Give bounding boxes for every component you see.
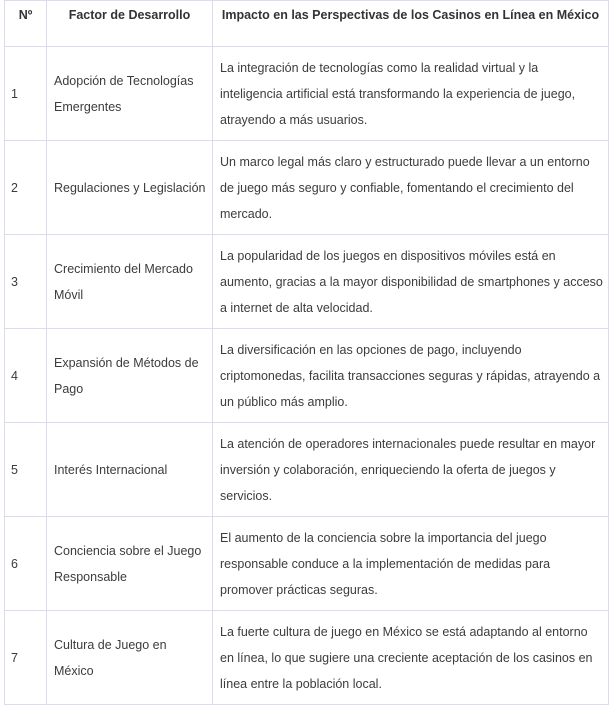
row-impact: La diversificación en las opciones de pago, incluyendo criptomonedas, facilita transacciones seguras y rápidas, atrayendo a un público más amplio. bbox=[213, 329, 609, 423]
row-number: 5 bbox=[5, 423, 47, 517]
row-number: 2 bbox=[5, 141, 47, 235]
table-row bbox=[5, 517, 609, 611]
row-impact: Un marco legal más claro y estructurado puede llevar a un entorno de juego más seguro y confiable, fomentando el crecimiento del mercado. bbox=[213, 141, 609, 235]
row-number: 1 bbox=[5, 47, 47, 141]
table-row bbox=[5, 235, 609, 329]
row-number: 4 bbox=[5, 329, 47, 423]
header-impact: Impacto en las Perspectivas de los Casinos en Línea en México bbox=[213, 1, 609, 47]
row-impact: El aumento de la conciencia sobre la importancia del juego responsable conduce a la implementación de medidas para promover prácticas seguras. bbox=[213, 517, 609, 611]
header-factor: Factor de Desarrollo bbox=[47, 1, 213, 47]
row-factor: Interés Internacional bbox=[47, 423, 213, 517]
row-factor: Crecimiento del Mercado Móvil bbox=[47, 235, 213, 329]
table-row bbox=[5, 611, 609, 705]
table-header-row bbox=[5, 1, 609, 47]
row-impact: La integración de tecnologías como la realidad virtual y la inteligencia artificial está transformando la experiencia de juego, atrayendo a más usuarios. bbox=[213, 47, 609, 141]
row-impact: La atención de operadores internacionales puede resultar en mayor inversión y colaboración, enriqueciendo la oferta de juegos y servicios. bbox=[213, 423, 609, 517]
row-impact: La popularidad de los juegos en dispositivos móviles está en aumento, gracias a la mayor disponibilidad de smartphones y acceso a internet de alta velocidad. bbox=[213, 235, 609, 329]
row-factor: Cultura de Juego en México bbox=[47, 611, 213, 705]
row-number: 6 bbox=[5, 517, 47, 611]
row-number: 3 bbox=[5, 235, 47, 329]
row-factor: Conciencia sobre el Juego Responsable bbox=[47, 517, 213, 611]
table-row bbox=[5, 47, 609, 141]
table-row bbox=[5, 329, 609, 423]
row-factor: Regulaciones y Legislación bbox=[47, 141, 213, 235]
row-factor: Expansión de Métodos de Pago bbox=[47, 329, 213, 423]
row-number: 7 bbox=[5, 611, 47, 705]
table-row bbox=[5, 141, 609, 235]
row-factor: Adopción de Tecnologías Emergentes bbox=[47, 47, 213, 141]
row-impact: La fuerte cultura de juego en México se está adaptando al entorno en línea, lo que sugiere una creciente aceptación de los casinos en línea entre la población local. bbox=[213, 611, 609, 705]
header-number: Nº bbox=[5, 1, 47, 47]
development-factors-table bbox=[4, 0, 609, 705]
table-row bbox=[5, 423, 609, 517]
